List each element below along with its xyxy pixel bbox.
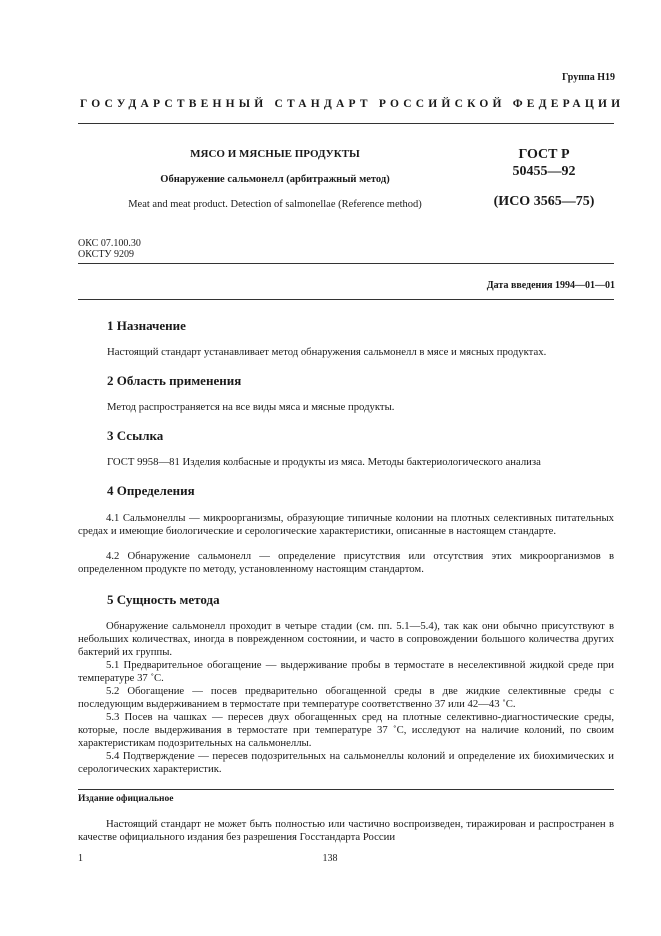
gost-designation (484, 146, 604, 180)
english-title: Meat and meat product. Detection of salmonellae (Reference method) (128, 199, 422, 210)
section-1-text: Настоящий стандарт устанавливает метод обнаружения сальмонелл в мясе и мясных продуктах. (107, 346, 547, 358)
section-5-paragraph-3: 5.2 Обогащение — посев предварительно обогащенной среды в две жидкие селективные среды с последующим выдерживанием в термостате при температуре соответственно 37 или 42—43 ˚С. (78, 685, 614, 710)
section-3-heading: 3 Ссылка (107, 428, 164, 443)
section-5-paragraph-2: 5.1 Предварительное обогащение — выдерживание пробы в термостате в неселективной жидкой среде при температуре 37 ˚С. (78, 659, 614, 684)
section-2-text: Метод распространяется на все виды мяса и мясные продукты. (107, 401, 395, 413)
codes-rule (78, 263, 614, 264)
document-subtitle: Обнаружение сальмонелл (арбитражный метод) (160, 174, 390, 185)
section-5-paragraph-4: 5.3 Посев на чашках — пересев двух обогащенных сред на плотные селективно-диагностические среды, которые, после выдерживания в термостате при температуре 37 ˚С, исследуют на наличие колоний, по своим характеристикам подозрительных на сальмонеллы. (78, 711, 614, 749)
gost-line-2: 50455—92 (512, 164, 576, 179)
classification-codes (78, 238, 141, 260)
header-rule (78, 123, 614, 124)
section-5-heading: 5 Сущность метода (107, 592, 220, 607)
state-standard-heading: ГОСУДАРСТВЕННЫЙ СТАНДАРТ РОССИЙСКОЙ ФЕДЕРАЦИИ (80, 98, 625, 110)
document-title: МЯСО И МЯСНЫЕ ПРОДУКТЫ (190, 148, 360, 160)
official-edition-label: Издание официальное (78, 794, 174, 804)
group-code: Группа Н19 (562, 72, 615, 83)
introduction-date: Дата введения 1994—01—01 (486, 280, 615, 291)
gost-line-1: ГОСТ Р (518, 147, 570, 162)
section-5-paragraph-5: 5.4 Подтверждение — пересев подозрительных на сальмонеллы колоний и определение их биохимических и серологических характеристик. (78, 750, 614, 775)
footer-left-number: 1 (78, 853, 83, 864)
section-4-heading: 4 Определения (107, 483, 195, 498)
iso-designation: (ИСО 3565—75) (493, 194, 595, 209)
footer-rule (78, 789, 614, 790)
section-5-paragraph-1: Обнаружение сальмонелл проходит в четыре стадии (см. пп. 5.1—5.4), так как они обычно присутствуют в небольших количествах, иногда в поврежденном состоянии, и часто в сопровождении большого количества других бактерий их группы. (78, 620, 614, 658)
intro-rule (78, 299, 614, 300)
copyright-notice: Настоящий стандарт не может быть полностью или частично воспроизведен, тиражирован и распространен в качестве официального издания без разрешения Госстандарта России (78, 818, 614, 843)
okstu-code: ОКСТУ 9209 (78, 249, 135, 260)
section-1-heading: 1 Назначение (107, 318, 186, 333)
section-3-text: ГОСТ 9958—81 Изделия колбасные и продукты из мяса. Методы бактериологического анализа (107, 456, 541, 468)
page-number: 138 (322, 853, 338, 864)
section-4-paragraph-2: 4.2 Обнаружение сальмонелл — определение присутствия или отсутствия этих микроорганизмов в определенном продукте по методу, установленному настоящим стандартом. (78, 550, 614, 575)
oks-code: ОКС 07.100.30 (78, 238, 141, 249)
section-2-heading: 2 Область применения (107, 373, 242, 388)
section-4-paragraph-1: 4.1 Сальмонеллы — микроорганизмы, образующие типичные колонии на плотных селективных питательных средах и имеющие биологические и серологические характеристики, описанные в настоящем стандарте. (78, 512, 614, 537)
